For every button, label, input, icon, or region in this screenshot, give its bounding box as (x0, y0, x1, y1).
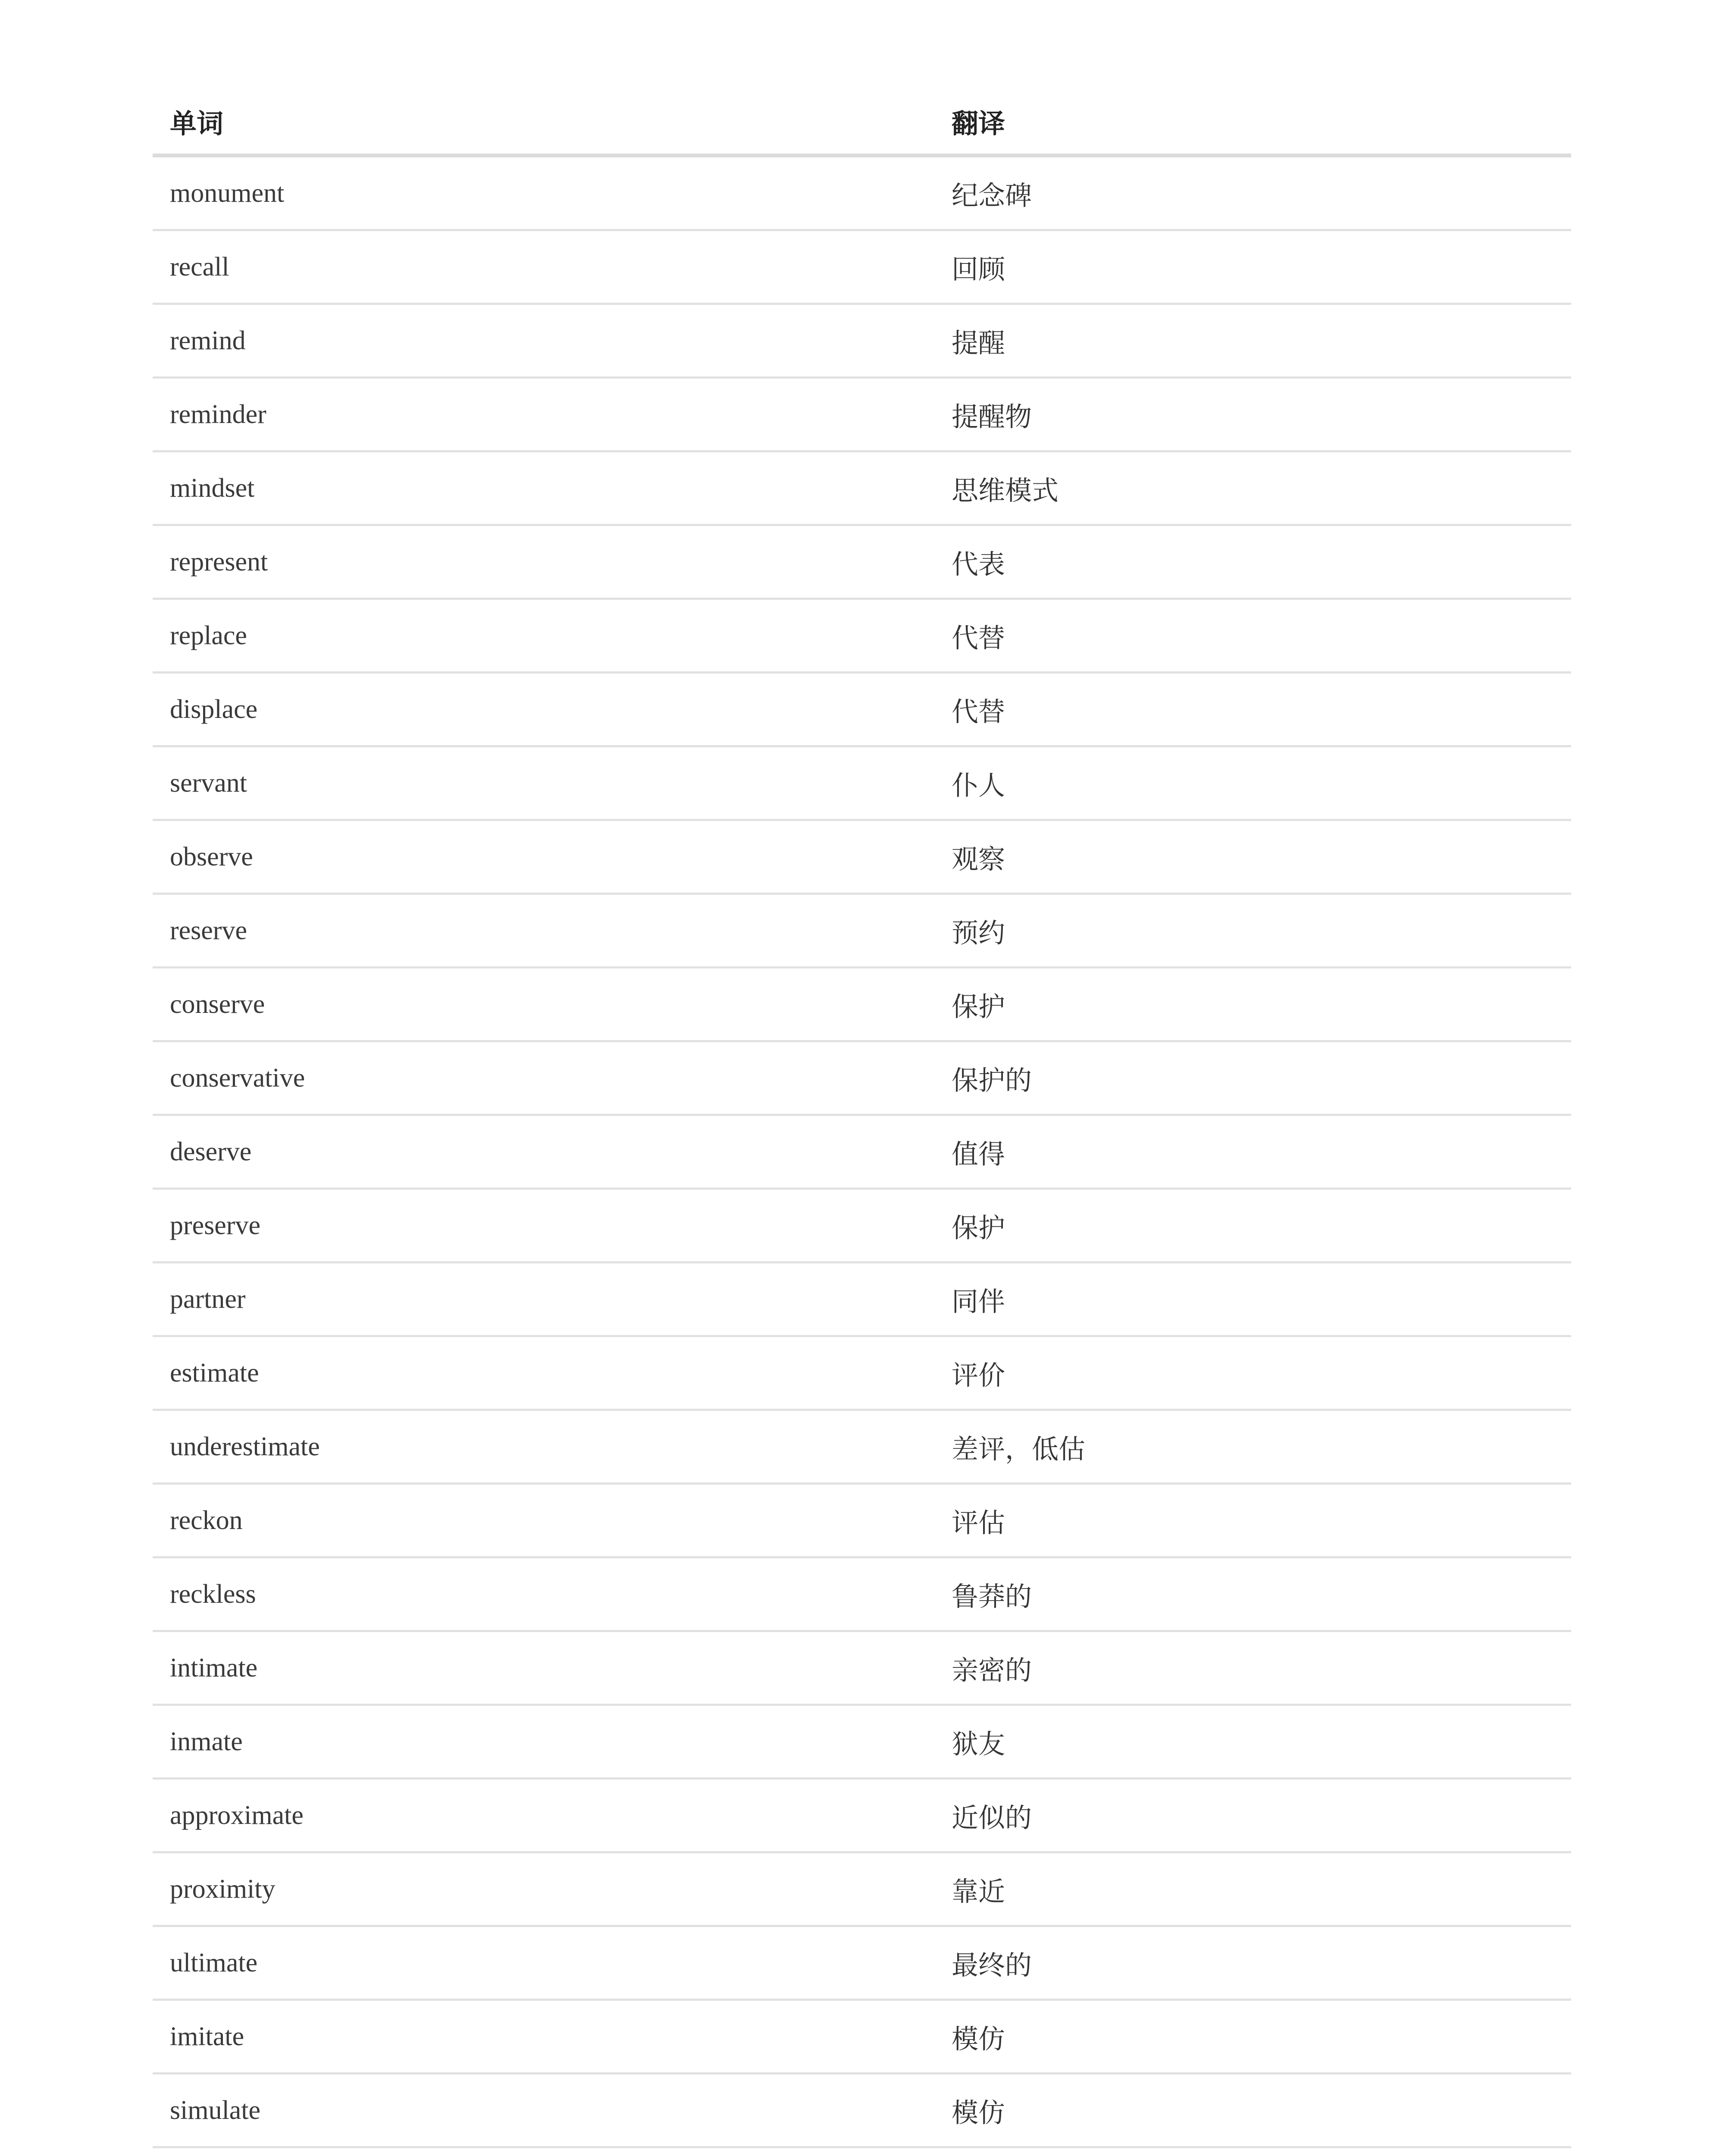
translation-cell: 模仿 (934, 2074, 1571, 2147)
word-cell: reckless (153, 1557, 934, 1631)
table-row (153, 1705, 1571, 1779)
table-row (153, 1410, 1571, 1484)
translation-cell: 代替 (934, 673, 1571, 746)
translation-cell: 回顾 (934, 230, 1571, 304)
word-cell: ultimate (153, 1926, 934, 2000)
table-row (153, 820, 1571, 894)
word-cell: reckon (153, 1484, 934, 1557)
translation-cell: 保护 (934, 1189, 1571, 1263)
translation-cell: 观察 (934, 820, 1571, 894)
word-cell (153, 2147, 934, 2156)
translation-cell: 值得 (934, 1115, 1571, 1189)
table-row (153, 1779, 1571, 1852)
translation-cell: 评价 (934, 1336, 1571, 1410)
translation-cell: 代表 (934, 525, 1571, 599)
table-row (153, 1557, 1571, 1631)
table-row (153, 1926, 1571, 2000)
translation-cell: 纪念碑 (934, 156, 1571, 230)
table-header (153, 89, 1571, 156)
word-cell: proximity (153, 1852, 934, 1926)
table-row (153, 1041, 1571, 1115)
word-cell: reminder (153, 378, 934, 451)
word-cell: preserve (153, 1189, 934, 1263)
translation-cell: 提醒 (934, 304, 1571, 378)
table-row (153, 599, 1571, 673)
word-cell: estimate (153, 1336, 934, 1410)
translation-cell: 仆人 (934, 746, 1571, 820)
vocabulary-sheet (153, 89, 1571, 2156)
word-cell: recall (153, 230, 934, 304)
word-cell: underestimate (153, 1410, 934, 1484)
translation-cell (934, 2147, 1571, 2156)
translation-cell: 代替 (934, 599, 1571, 673)
word-cell: inmate (153, 1705, 934, 1779)
translation-cell: 亲密的 (934, 1631, 1571, 1705)
word-cell: conservative (153, 1041, 934, 1115)
column-header-translation: 翻译 (934, 89, 1571, 156)
word-cell: servant (153, 746, 934, 820)
translation-cell: 最终的 (934, 1926, 1571, 2000)
translation-cell: 靠近 (934, 1852, 1571, 1926)
translation-cell: 鲁莽的 (934, 1557, 1571, 1631)
table-row (153, 1263, 1571, 1336)
table-row (153, 2074, 1571, 2147)
translation-cell: 差评，低估 (934, 1410, 1571, 1484)
table-row (153, 1115, 1571, 1189)
translation-cell: 思维模式 (934, 451, 1571, 525)
word-cell: replace (153, 599, 934, 673)
translation-cell: 评估 (934, 1484, 1571, 1557)
table-row (153, 304, 1571, 378)
word-cell: conserve (153, 968, 934, 1041)
table-row (153, 673, 1571, 746)
word-cell: partner (153, 1263, 934, 1336)
word-cell: monument (153, 156, 934, 230)
vocabulary-table (153, 89, 1571, 2156)
table-row (153, 451, 1571, 525)
column-header-word: 单词 (153, 89, 934, 156)
translation-cell: 狱友 (934, 1705, 1571, 1779)
table-row (153, 2000, 1571, 2074)
translation-cell: 模仿 (934, 2000, 1571, 2074)
word-cell: deserve (153, 1115, 934, 1189)
translation-cell: 保护 (934, 968, 1571, 1041)
word-cell: approximate (153, 1779, 934, 1852)
word-cell: reserve (153, 894, 934, 968)
table-row (153, 1852, 1571, 1926)
translation-cell: 预约 (934, 894, 1571, 968)
translation-cell: 近似的 (934, 1779, 1571, 1852)
table-body (153, 156, 1571, 2156)
table-row (153, 746, 1571, 820)
word-cell: mindset (153, 451, 934, 525)
word-cell: simulate (153, 2074, 934, 2147)
word-cell: represent (153, 525, 934, 599)
table-row (153, 230, 1571, 304)
table-row (153, 156, 1571, 230)
word-cell: imitate (153, 2000, 934, 2074)
translation-cell: 同伴 (934, 1263, 1571, 1336)
table-row (153, 1336, 1571, 1410)
header-row (153, 89, 1571, 156)
word-cell: observe (153, 820, 934, 894)
table-row (153, 968, 1571, 1041)
word-cell: intimate (153, 1631, 934, 1705)
table-row (153, 1484, 1571, 1557)
table-row (153, 2147, 1571, 2156)
table-row (153, 1189, 1571, 1263)
table-row (153, 894, 1571, 968)
word-cell: remind (153, 304, 934, 378)
table-row (153, 1631, 1571, 1705)
word-cell: displace (153, 673, 934, 746)
table-row (153, 378, 1571, 451)
translation-cell: 保护的 (934, 1041, 1571, 1115)
table-row (153, 525, 1571, 599)
translation-cell: 提醒物 (934, 378, 1571, 451)
